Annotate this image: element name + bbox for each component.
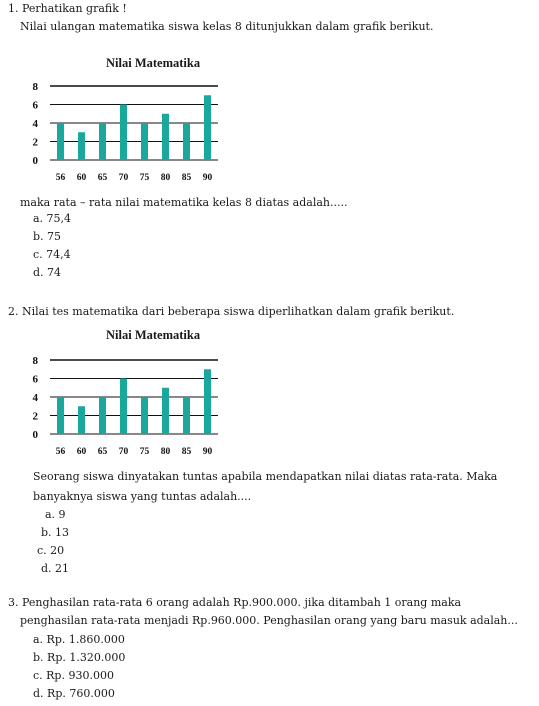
chart-1-xtick-75: 75 <box>139 173 150 183</box>
question-3-label: 3. Penghasilan rata-rata 6 orang adalah Rp.900.000. jika ditambah 1 orang maka <box>8 596 462 609</box>
chart-2-bar-90 <box>204 369 211 434</box>
question-2-option-c[interactable]: c. 20 <box>37 544 65 557</box>
chart-2-xtick-75: 75 <box>139 447 150 457</box>
question-1-label: 1. Perhatikan grafik ! <box>8 2 127 15</box>
chart-1-ytick-2: 4 <box>32 118 38 130</box>
chart-2-bar-80 <box>162 388 169 434</box>
question-2-prompt-line1: Seorang siswa dinyatakan tuntas apabila mendapatkan nilai diatas rata-rata. Maka <box>33 470 498 483</box>
chart-1-xtick-85: 85 <box>181 173 192 183</box>
chart-1 <box>20 74 230 196</box>
chart-2-bar-60 <box>78 406 85 434</box>
chart-1-bar-70 <box>120 105 127 161</box>
chart-2-ytick-4: 8 <box>32 355 38 367</box>
question-1-option-a[interactable]: a. 75,4 <box>33 212 72 225</box>
chart-1-xtick-80: 80 <box>160 173 171 183</box>
question-1-prompt: maka rata – rata nilai matematika kelas 8 diatas adalah..... <box>20 196 348 209</box>
question-3-line2: penghasilan rata-rata menjadi Rp.960.000. Penghasilan orang yang baru masuk adalah... <box>20 614 518 627</box>
question-1-option-b[interactable]: b. 75 <box>33 230 62 243</box>
chart-2 <box>20 348 230 470</box>
chart-2-xtick-85: 85 <box>181 447 192 457</box>
question-3-option-d[interactable]: d. Rp. 760.000 <box>33 687 115 700</box>
question-3-option-c[interactable]: c. Rp. 930.000 <box>33 669 114 682</box>
chart-1-bar-85 <box>183 123 190 160</box>
chart-1-bar-90 <box>204 95 211 160</box>
chart-2-title: Nilai Matematika <box>106 328 201 342</box>
question-3-option-b[interactable]: b. Rp. 1.320.000 <box>33 651 126 664</box>
question-2-option-b[interactable]: b. 13 <box>41 526 70 539</box>
question-1-option-c[interactable]: c. 74,4 <box>33 248 71 261</box>
chart-1-bar-75 <box>141 123 148 160</box>
chart-2-xtick-70: 70 <box>118 447 129 457</box>
chart-1-bar-65 <box>99 123 106 160</box>
chart-2-ytick-1: 2 <box>32 410 38 423</box>
chart-2-xtick-80: 80 <box>160 447 171 457</box>
chart-2-bar-75 <box>141 397 148 434</box>
chart-2-ytick-0: 0 <box>32 429 38 441</box>
question-1-intro: Nilai ulangan matematika siswa kelas 8 ditunjukkan dalam grafik berikut. <box>20 20 434 33</box>
chart-1-xtick-65: 65 <box>97 173 108 183</box>
question-1-option-d[interactable]: d. 74 <box>33 266 62 279</box>
chart-2-bar-85 <box>183 397 190 434</box>
chart-1-xtick-56: 56 <box>55 173 66 183</box>
chart-2-ytick-2: 4 <box>32 392 38 404</box>
question-2-prompt-line2: banyaknya siswa yang tuntas adalah.... <box>33 490 252 503</box>
chart-1-bar-60 <box>78 132 85 160</box>
chart-1-xtick-90: 90 <box>202 173 213 183</box>
question-2-option-a[interactable]: a. 9 <box>45 508 66 521</box>
chart-1-ytick-1: 2 <box>32 136 38 149</box>
chart-2-bar-70 <box>120 379 127 435</box>
chart-1-ytick-4: 8 <box>32 81 38 93</box>
chart-2-xtick-56: 56 <box>55 447 66 457</box>
chart-1-bar-56 <box>57 123 64 160</box>
chart-1-xtick-60: 60 <box>76 173 87 183</box>
chart-1-bar-80 <box>162 114 169 160</box>
question-3-option-a[interactable]: a. Rp. 1.860.000 <box>33 633 125 646</box>
chart-1-ytick-0: 0 <box>32 155 38 167</box>
chart-1-title: Nilai Matematika <box>106 56 201 70</box>
question-2-label: 2. Nilai tes matematika dari beberapa siswa diperlihatkan dalam grafik berikut. <box>8 305 455 318</box>
chart-2-xtick-60: 60 <box>76 447 87 457</box>
chart-1-xtick-70: 70 <box>118 173 129 183</box>
chart-2-xtick-90: 90 <box>202 447 213 457</box>
chart-2-ytick-3: 6 <box>32 373 38 386</box>
chart-1-ytick-3: 6 <box>32 99 38 112</box>
chart-2-xtick-65: 65 <box>97 447 108 457</box>
chart-2-bar-65 <box>99 397 106 434</box>
chart-2-bar-56 <box>57 397 64 434</box>
question-2-option-d[interactable]: d. 21 <box>41 562 70 575</box>
